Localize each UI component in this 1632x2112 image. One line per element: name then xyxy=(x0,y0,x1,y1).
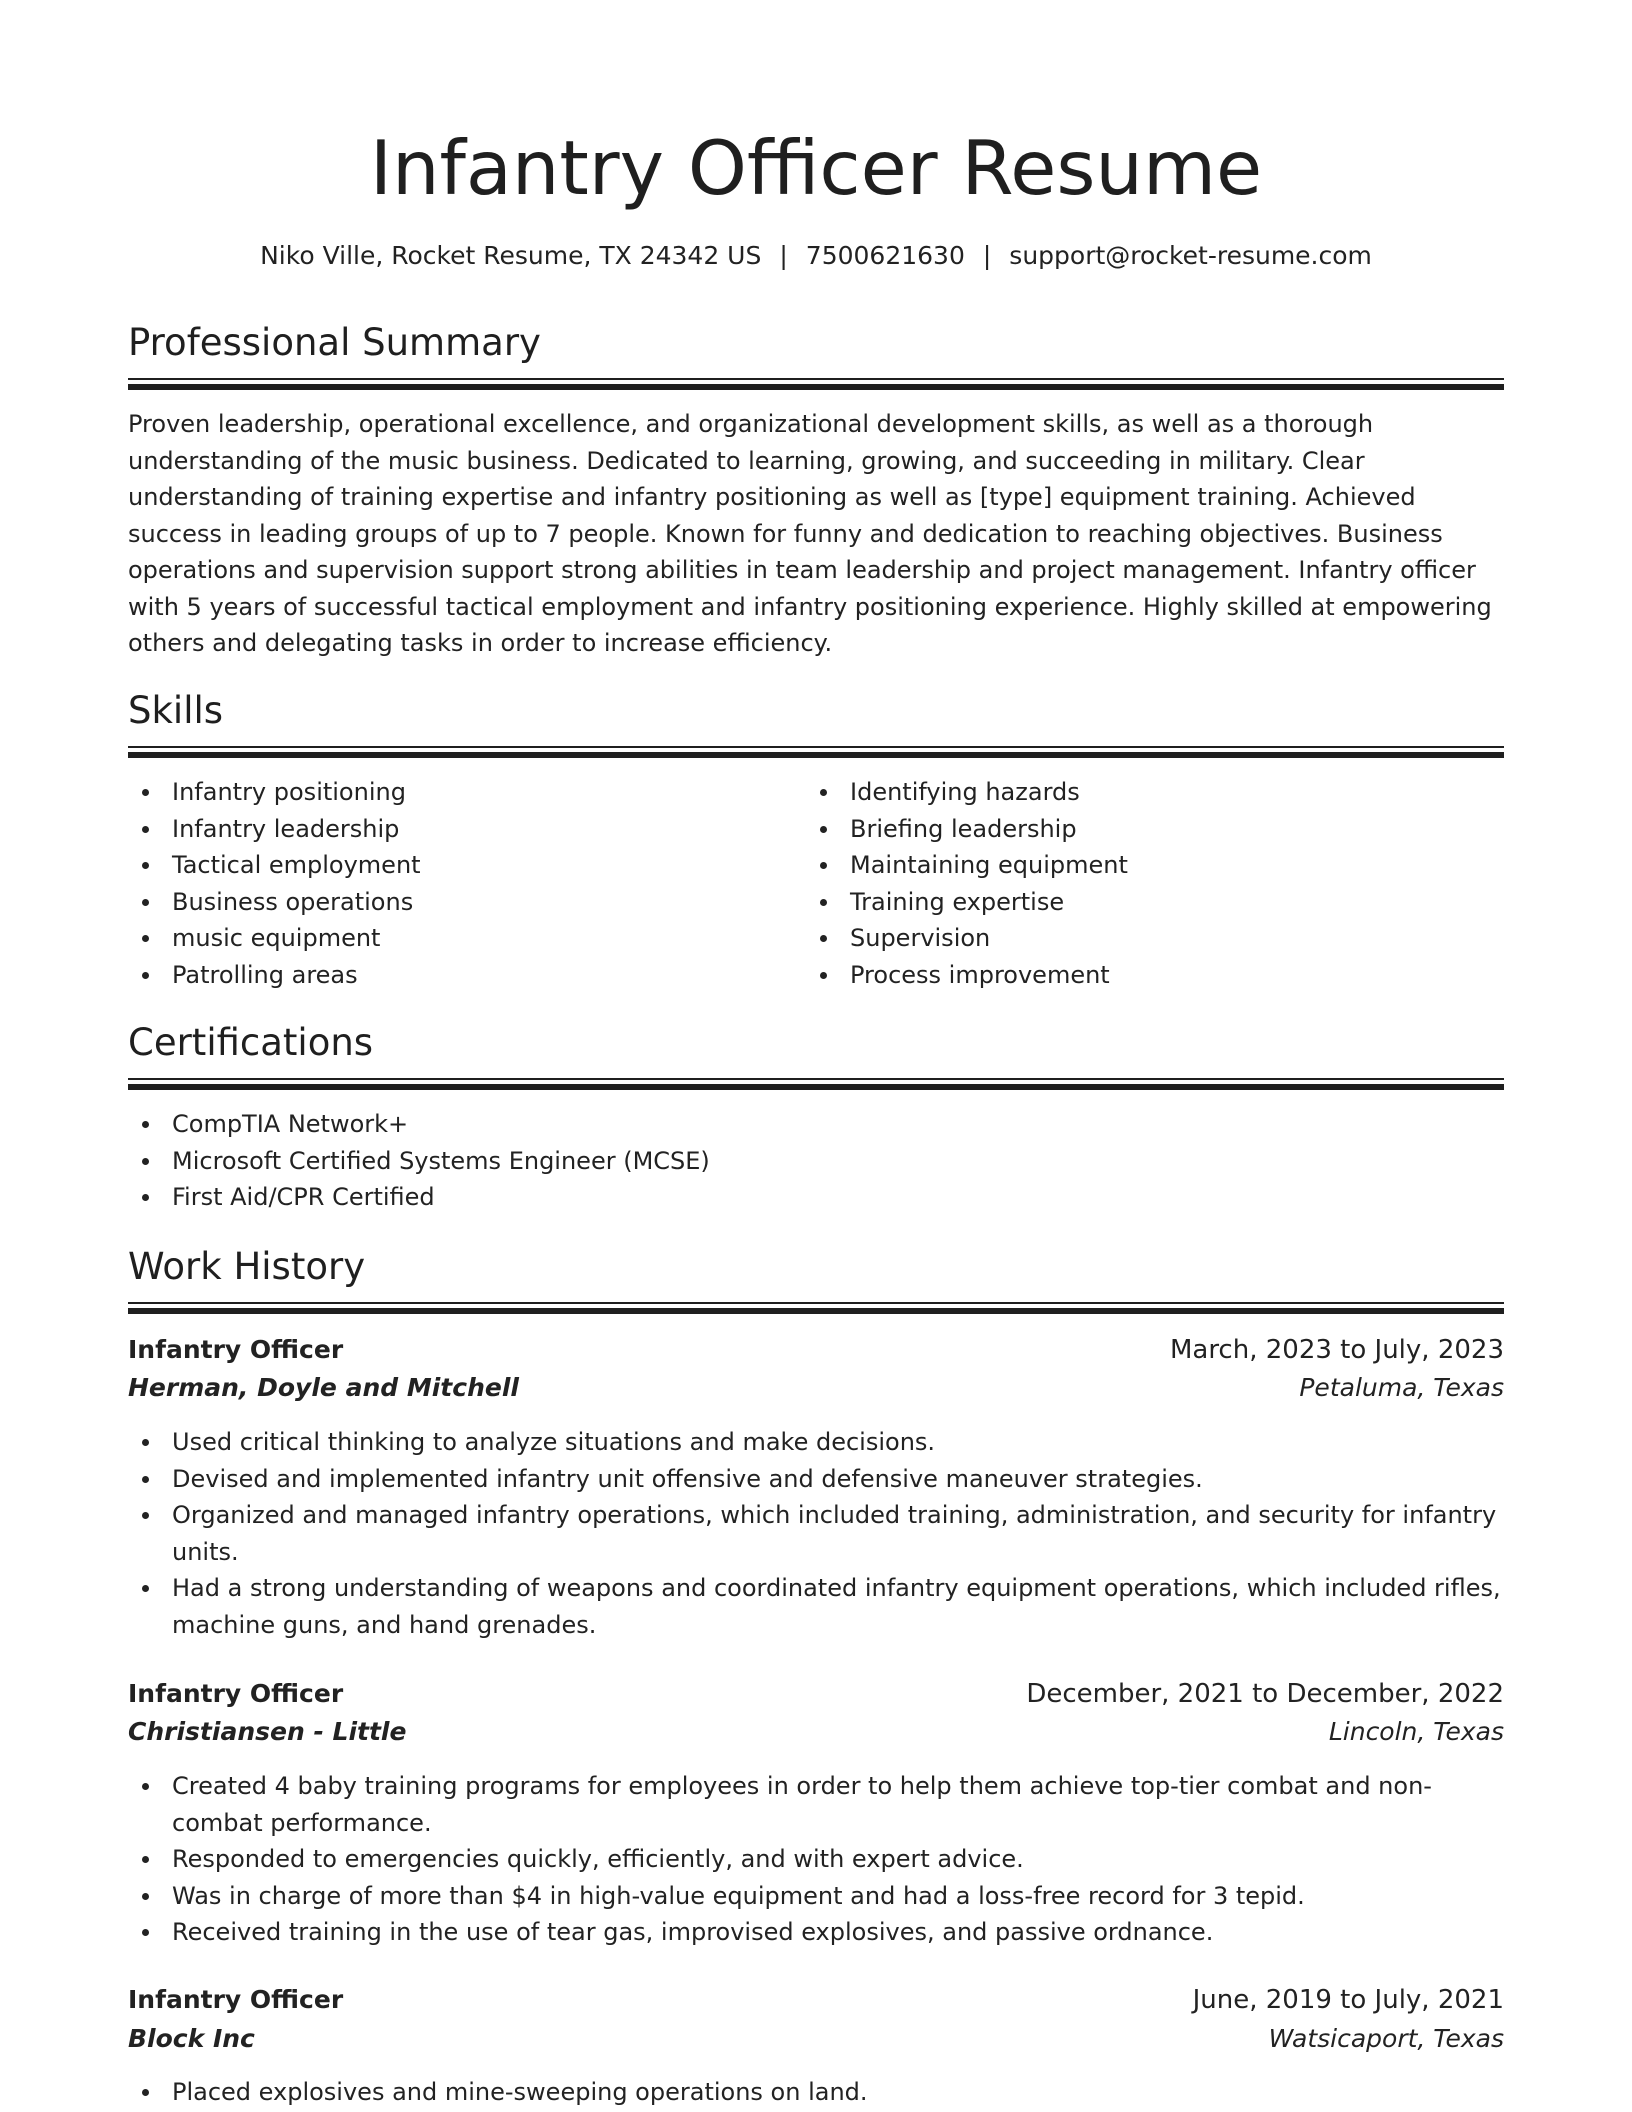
job-bullet: Had a strong understanding of weapons and coordinated infantry equipment operations, which included rifles, machine guns, and hand grenades. xyxy=(128,1570,1504,1643)
job-title: Infantry Officer xyxy=(128,1985,344,2014)
section-divider xyxy=(128,1302,1504,1314)
skills-list-right xyxy=(806,774,1466,993)
contact-separator: | xyxy=(982,241,992,270)
resume-title: Infantry Officer Resume xyxy=(369,124,1263,212)
skill-item: Patrolling areas xyxy=(128,957,788,994)
job-location: Watsicaport, Texas xyxy=(1268,2024,1504,2053)
skill-item: Process improvement xyxy=(806,957,1466,994)
job-dates: December, 2021 to December, 2022 xyxy=(1026,1679,1504,1709)
job-employer-row xyxy=(128,1369,1504,1407)
summary-heading: Professional Summary xyxy=(128,321,541,364)
skills-heading: Skills xyxy=(128,689,224,732)
section-divider xyxy=(128,746,1504,758)
job-title: Infantry Officer xyxy=(128,1679,344,1708)
skill-item: Briefing leadership xyxy=(806,811,1466,848)
job-employer-row xyxy=(128,1713,1504,1751)
certification-item: Microsoft Certified Systems Engineer (MCSE) xyxy=(128,1143,1504,1180)
summary-text: Proven leadership, operational excellence, and organizational development skills, as well as a thorough understanding of the music business. Dedicated to learning, growing, and succeeding in military. Clear understanding of training expertise and infantry positioning as well as [type] equipment training. Achieved success in leading groups of up to 7 people. Known for funny and dedication to reaching objectives. Business operations and supervision support strong abilities in team leadership and project management. Infantry officer with 5 years of successful tactical employment and infantry positioning experience. Highly skilled at empowering others and delegating tasks in order to increase efficiency. xyxy=(128,410,1492,657)
skill-item: Supervision xyxy=(806,920,1466,957)
skill-item: music equipment xyxy=(128,920,788,957)
skill-item: Maintaining equipment xyxy=(806,847,1466,884)
contact-separator: | xyxy=(779,241,788,270)
job-bullets xyxy=(128,2074,1504,2111)
job-bullet: Responded to emergencies quickly, efficiently, and with expert advice. xyxy=(128,1841,1504,1878)
skill-item: Tactical employment xyxy=(128,847,788,884)
job-dates: March, 2023 to July, 2023 xyxy=(1169,1335,1504,1365)
job-company: Christiansen - Little xyxy=(128,1717,407,1746)
job-company: Block Inc xyxy=(128,2024,255,2053)
skill-item: Business operations xyxy=(128,884,788,921)
job-header xyxy=(128,1675,1504,1713)
job-company: Herman, Doyle and Mitchell xyxy=(128,1373,519,1402)
job-header xyxy=(128,1981,1504,2019)
skill-item: Infantry leadership xyxy=(128,811,788,848)
job-location: Lincoln, Texas xyxy=(1328,1717,1504,1746)
contact-address: Niko Ville, Rocket Resume, TX 24342 US xyxy=(260,241,762,270)
certifications-heading: Certifications xyxy=(128,1021,374,1064)
certifications-list xyxy=(128,1106,1504,1216)
job-header xyxy=(128,1331,1504,1369)
contact-email[interactable]: support@rocket-resume.com xyxy=(1009,241,1372,270)
contact-phone: 7500621630 xyxy=(805,241,965,270)
job-bullets xyxy=(128,1424,1504,1643)
job-bullet: Organized and managed infantry operations, which included training, administration, and security for infantry units. xyxy=(128,1497,1504,1570)
contact-line xyxy=(128,238,1504,274)
job-bullet: Placed explosives and mine-sweeping operations on land. xyxy=(128,2074,1504,2111)
skill-item: Identifying hazards xyxy=(806,774,1466,811)
job-bullets xyxy=(128,1768,1504,1951)
certification-item: CompTIA Network+ xyxy=(128,1106,1504,1143)
job-bullet: Was in charge of more than $4 in high-value equipment and had a loss-free record for 3 tepid. xyxy=(128,1878,1504,1915)
job-location: Petaluma, Texas xyxy=(1299,1373,1504,1402)
job-title: Infantry Officer xyxy=(128,1335,344,1364)
skill-item: Training expertise xyxy=(806,884,1466,921)
job-bullet: Received training in the use of tear gas, improvised explosives, and passive ordnance. xyxy=(128,1914,1504,1951)
job-bullet: Used critical thinking to analyze situations and make decisions. xyxy=(128,1424,1504,1461)
certification-item: First Aid/CPR Certified xyxy=(128,1179,1504,1216)
section-divider xyxy=(128,1078,1504,1090)
skills-list-left xyxy=(128,774,788,993)
work-history-heading: Work History xyxy=(128,1245,366,1288)
job-bullet: Created 4 baby training programs for employees in order to help them achieve top-tier combat and non-combat performance. xyxy=(128,1768,1504,1841)
job-employer-row xyxy=(128,2020,1504,2058)
job-dates: June, 2019 to July, 2021 xyxy=(1192,1985,1504,2015)
job-bullet: Devised and implemented infantry unit offensive and defensive maneuver strategies. xyxy=(128,1461,1504,1498)
skill-item: Infantry positioning xyxy=(128,774,788,811)
section-divider xyxy=(128,378,1504,390)
